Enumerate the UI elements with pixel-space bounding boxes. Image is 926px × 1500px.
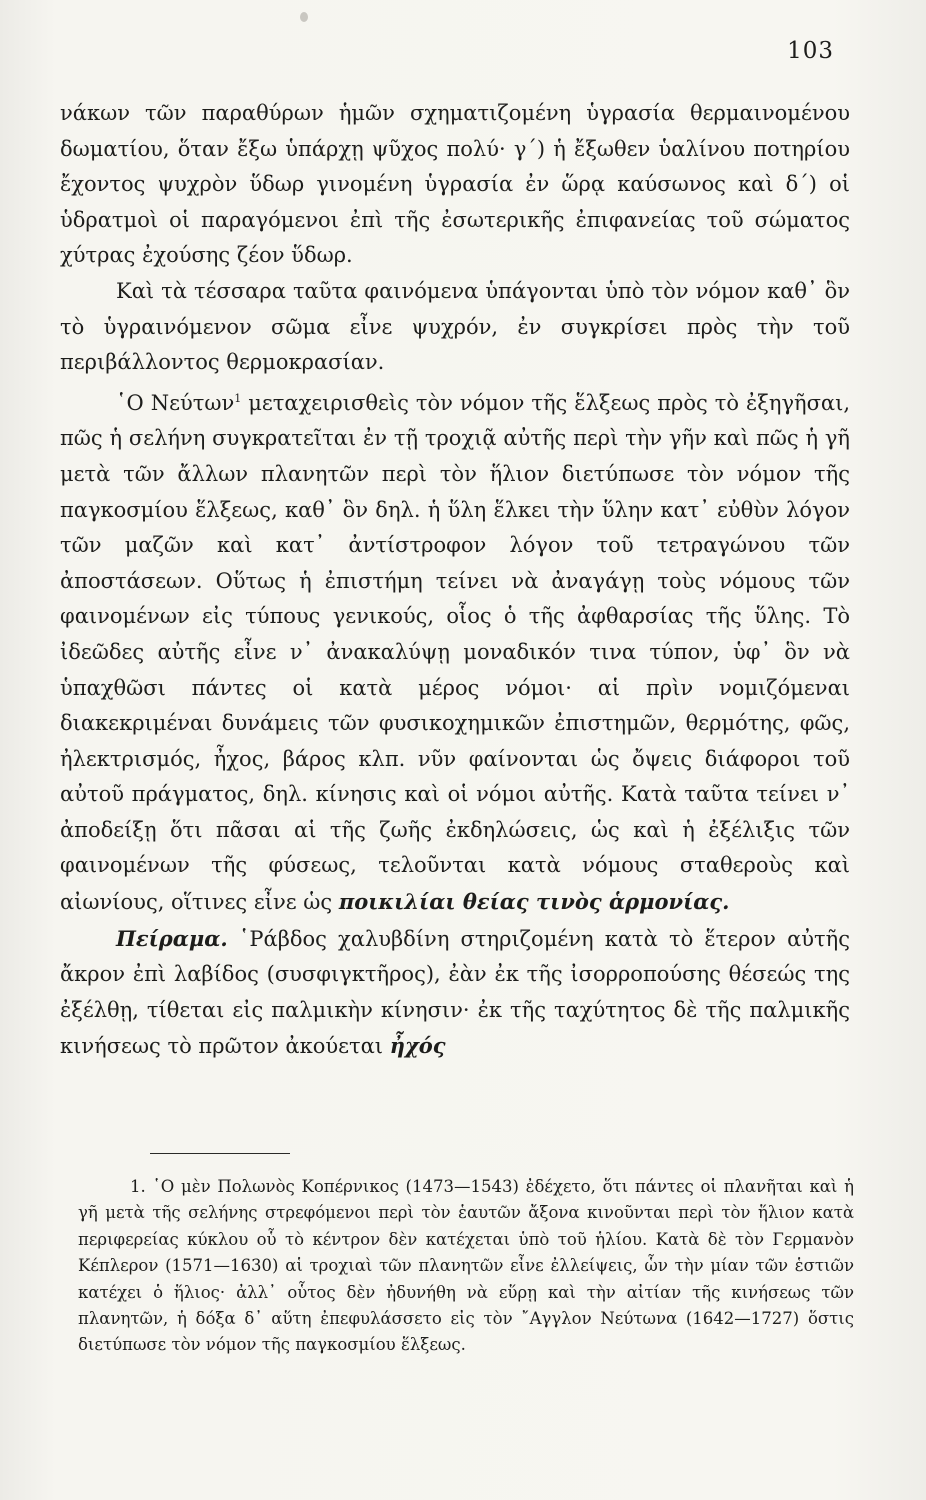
paragraph-3-text: μεταχειρισθεὶς τὸν νόμον τῆς ἕλξεως πρὸς τὸ ἐξηγῆσαι, πῶς ἡ σελήνη συγκρατεῖται ἐν τῇ τροχιᾷ αὐτῆς περὶ τὴν γῆν καὶ πῶς ἡ γῆ μετὰ τῶν ἄλλων πλανητῶν περὶ τὸν ἥλιον διετύπωσε τὸν νόμον τῆς παγκοσμίου ἕλξεως, καθ᾽ ὃν δηλ. ἡ ὕλη ἕλκει τὴν ὕλην κατ᾽ εὐθὺν λόγον τῶν μαζῶν καὶ κατ᾽ ἀντίστροφον λόγον τοῦ τετραγώνου τῶν ἀποστάσεων. Οὕτως ἡ ἐπιστήμη τείνει νὰ ἀναγάγῃ τοὺς νόμους τῶν φαινομένων εἰς τύπους γενικούς, οἷος ὁ τῆς ἀφθαρσίας τῆς ὕλης. Τὸ ἰδεῶδες αὐτῆς εἶνε ν᾽ ἀνακαλύψῃ μοναδικόν τινα τύπον, ὑφ᾽ ὃν νὰ ὑπαχθῶσι πάντες οἱ κατὰ μέρος νόμοι· αἱ πρὶν νομιζόμεναι διακεκριμέναι δυνάμεις τῶν φυσικοχημικῶν ἐπιστημῶν, θερμότης, φῶς, ἠλεκτρισμός, ἦχος, βάρος κλπ. νῦν φαίνονται ὡς ὄψεις διάφοροι τοῦ αὐτοῦ πράγματος, δηλ. κίνησις καὶ οἱ νόμοι αὐτῆς. Κατὰ ταῦτα τείνει ν᾽ ἀποδείξῃ ὅτι πᾶσαι αἱ τῆς ζωῆς ἐκδηλώσεις, ὡς καὶ ἡ ἐξέλιξις τῶν φαινομένων τῆς φύσεως, τελοῦνται κατὰ νόμους σταθεροὺς καὶ αἰωνίους, οἵτινες εἶνε ὡς (60, 390, 850, 915)
paragraph-1: νάκων τῶν παραθύρων ἡμῶν σχηματιζομένη ὑγρασία θερμαινομένου δωματίου, ὅταν ἔξω ὑπάρχῃ ψῦχος πολύ· γ΄) ἡ ἔξωθεν ὑαλίνου ποτηρίου ἔχοντος ψυχρὸν ὕδωρ γινομένη ὑγρασία ἐν ὥρᾳ καύσωνος καὶ δ΄) οἱ ὑδρατμοὶ οἱ παραγόμενοι ἐπὶ τῆς ἐσωτερικῆς ἐπιφανείας τοῦ σώματος χύτρας ἐχούσης ζέον ὕδωρ. (60, 101, 850, 268)
footnote-reference: 1 (234, 391, 242, 405)
footnote-text: ῾Ο μὲν Πολωνὸς Κοπέρνικος (1473—1543) ἐδέχετο, ὅτι πάντες οἱ πλανῆται καὶ ἡ γῆ μετὰ τῆς σελήνης στρεφόμενοι περὶ τὸν ἑαυτῶν ἄξονα κινοῦνται περὶ τὸν ἥλιον κατὰ περιφερείας κύκλου οὗ τὸ κέντρον δὲν κατέχεται ὑπὸ τοῦ ἡλίου. Κατὰ δὲ τὸν Γερμανὸν Κέπλερον (1571—1630) αἱ τροχιαὶ τῶν πλανητῶν εἶνε ἐλλείψεις, ὧν τὴν μίαν τῶν ἑστιῶν κατέχει ὁ ἥλιος· ἀλλ᾽ οὗτος δὲν ἠδυνήθη νὰ εὕρῃ καὶ τὴν αἰτίαν τῆς κινήσεως τῶν πλανητῶν, ἡ δόξα δ᾽ αὕτη ἐπεφυλάσσετο εἰς τὸν ῎Αγγλον Νεύτωνα (1642—1727) ὅστις διετύπωσε τὸν νόμον τῆς παγκοσμίου ἕλξεως. (78, 1177, 854, 1355)
page-number: 103 (787, 38, 834, 64)
main-text (60, 96, 850, 1065)
ink-smudge (300, 12, 308, 22)
paragraph-4 (60, 921, 850, 1065)
experiment-label: Πείραμα. (116, 925, 228, 951)
footnote-1 (78, 1174, 854, 1359)
footnotes (78, 1174, 854, 1359)
paragraph-3 (60, 381, 850, 921)
paragraph-4-text: ῾Ράβδος χαλυβδίνη στηριζομένη κατὰ τὸ ἕτερον αὐτῆς ἄκρον ἐπὶ λαβίδος (συσφιγκτῆρος), ἐὰν ἐκ τῆς ἰσορροπούσης θέσεώς της ἐξέλθῃ, τίθεται εἰς παλμικὴν κίνησιν· ἐκ τῆς ταχύτητος δὲ τῆς παλμικῆς κινήσεως τὸ πρῶτον ἀκούεται (60, 926, 850, 1059)
footnote-marker: 1. (130, 1177, 146, 1196)
emphasized-word: ἦχός (389, 1033, 446, 1059)
paragraph-3-start: ῾Ο Νεύτων (116, 390, 235, 415)
footnote-divider (150, 1153, 290, 1154)
paragraph-2: Καὶ τὰ τέσσαρα ταῦτα φαινόμενα ὑπάγονται ὑπὸ τὸν νόμον καθ᾽ ὃν τὸ ὑγραινόμενον σῶμα εἶνε ψυχρόν, ἐν συγκρίσει πρὸς τὴν τοῦ περιβάλλοντος θερμοκρασίαν. (60, 278, 850, 375)
emphasized-phrase: ποικιλίαι θείας τινὸς ἁρμονίας. (338, 889, 730, 915)
